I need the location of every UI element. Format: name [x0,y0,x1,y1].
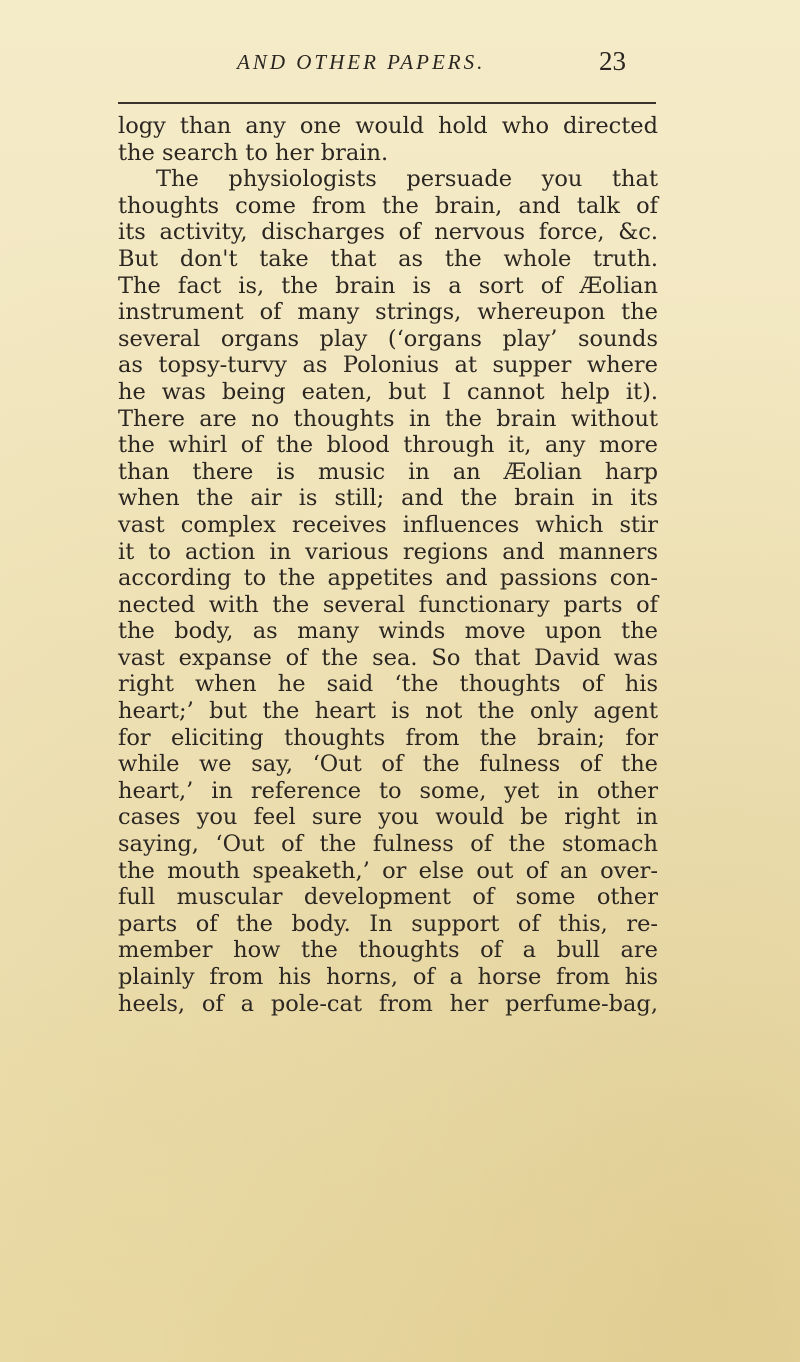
text-line: several organs play (‘organs play’ sounds [118,325,658,352]
text-line: The physiologists persuade you that [156,166,658,193]
text-line: as topsy-turvy as Polonius at supper where [118,352,658,379]
text-line: instrument of many strings, whereupon the [118,299,658,326]
text-line: full muscular development of some other [118,884,658,911]
text-line: cases you feel sure you would be right in [118,804,658,831]
text-line: parts of the body. In support of this, re- [118,910,658,937]
text-line: right when he said ‘the thoughts of his [118,671,658,698]
text-line: the search to her brain. [118,139,389,166]
text-line: according to the appetites and passions con- [118,565,658,592]
header-rule [118,102,656,104]
text-line: when the air is still; and the brain in its [118,485,658,512]
page-number: 23 [599,46,626,76]
text-line: vast complex receives influences which stir [118,511,658,538]
text-line: it to action in various regions and manners [118,538,658,565]
running-head [0,46,800,80]
text-line: than there is music in an Æolian harp [118,458,658,485]
text-line: There are no thoughts in the brain without [118,405,658,432]
text-line: plainly from his horns, of a horse from his [118,964,658,990]
text-line: for eliciting thoughts from the brain; for [118,724,658,751]
text-line: nected with the several functionary parts of [118,591,658,618]
text-line: logy than any one would hold who directed [118,113,658,139]
text-line: member how the thoughts of a bull are [118,937,658,964]
text-line: while we say, ‘Out of the fulness of the [118,751,658,778]
running-head-title: AND OTHER PAPERS. [237,50,486,74]
text-line: saying, ‘Out of the fulness of the stomach [118,831,658,858]
text-line: he was being eaten, but I cannot help it). [118,378,658,405]
text-line: the mouth speaketh,’ or else out of an over- [118,857,658,884]
body-text [118,113,658,1017]
text-line: vast expanse of the sea. So that David was [118,644,658,671]
text-line: heart,’ in reference to some, yet in other [118,777,658,804]
text-line: But don't take that as the whole truth. [118,245,658,272]
text-line: the whirl of the blood through it, any more [118,432,658,459]
text-line: heels, of a pole-cat from her perfume-bag, [118,990,658,1017]
text-line: The fact is, the brain is a sort of Æolian [118,272,658,299]
text-line: thoughts come from the brain, and talk of [118,192,658,219]
text-line: its activity, discharges of nervous force, &c. [118,219,658,246]
text-line: the body, as many winds move upon the [118,618,658,645]
text-line: heart;’ but the heart is not the only agent [118,698,658,725]
